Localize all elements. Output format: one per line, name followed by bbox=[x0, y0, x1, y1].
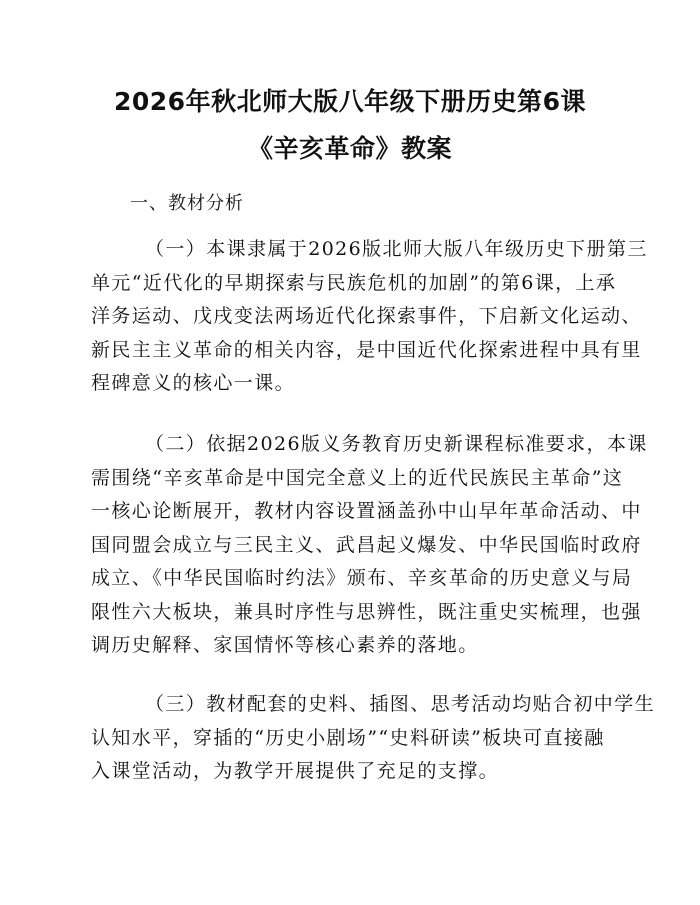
paragraph-2 bbox=[91, 428, 648, 663]
paragraph-line: 新民主主义革命的相关内容，是中国近代化探索进程中具有里 bbox=[91, 338, 642, 361]
paragraph-line: 认知水平，穿插的“历史小剧场”“史料研读”板块可直接融 bbox=[91, 726, 605, 749]
paragraph-line: 一核心论断展开，教材内容设置涵盖孙中山早年革命活动、中 bbox=[91, 500, 642, 522]
paragraph-line: 限性六大板块，兼具时序性与思辨性，既注重史实梳理，也强 bbox=[91, 600, 642, 623]
paragraph-line: （二）依据2026版义务教育历史新课程标准要求，本课 bbox=[145, 433, 648, 455]
paragraph-line: 入课堂活动，为教学开展提供了充足的支撑。 bbox=[91, 760, 500, 782]
paragraph-line: 单元“近代化的早期探索与民族危机的加剧”的第6课，上承 bbox=[91, 271, 617, 294]
paragraph-line: 洋务运动、戊戌变法两场近代化探索事件，下启新文化运动、 bbox=[91, 305, 642, 327]
section-heading: 一、教材分析 bbox=[130, 193, 244, 214]
paragraph-line: （三）教材配套的史料、插图、思考活动均贴合初中学生 bbox=[145, 693, 656, 715]
paragraph-line: 需围绕“辛亥革命是中国完全意义上的近代民族民主革命”这 bbox=[91, 466, 624, 489]
paragraph-3 bbox=[91, 688, 656, 789]
paragraph-line: 成立、《中华民国临时约法》颁布、辛亥革命的历史意义与局 bbox=[91, 567, 633, 589]
paragraph-line: （一）本课隶属于2026版北师大版八年级历史下册第三 bbox=[145, 238, 648, 260]
document-title-line-1: 2026年秋北师大版八年级下册历史第6课 bbox=[114, 87, 586, 116]
paragraph-line: 程碑意义的核心一课。 bbox=[91, 372, 296, 394]
paragraph-1 bbox=[91, 233, 648, 401]
paragraph-line: 调历史解释、家国情怀等核心素养的落地。 bbox=[91, 634, 479, 656]
paragraph-line: 国同盟会成立与三民主义、武昌起义爆发、中华民国临时政府 bbox=[91, 533, 642, 556]
document-title-line-2: 《辛亥革命》教案 bbox=[247, 134, 452, 163]
